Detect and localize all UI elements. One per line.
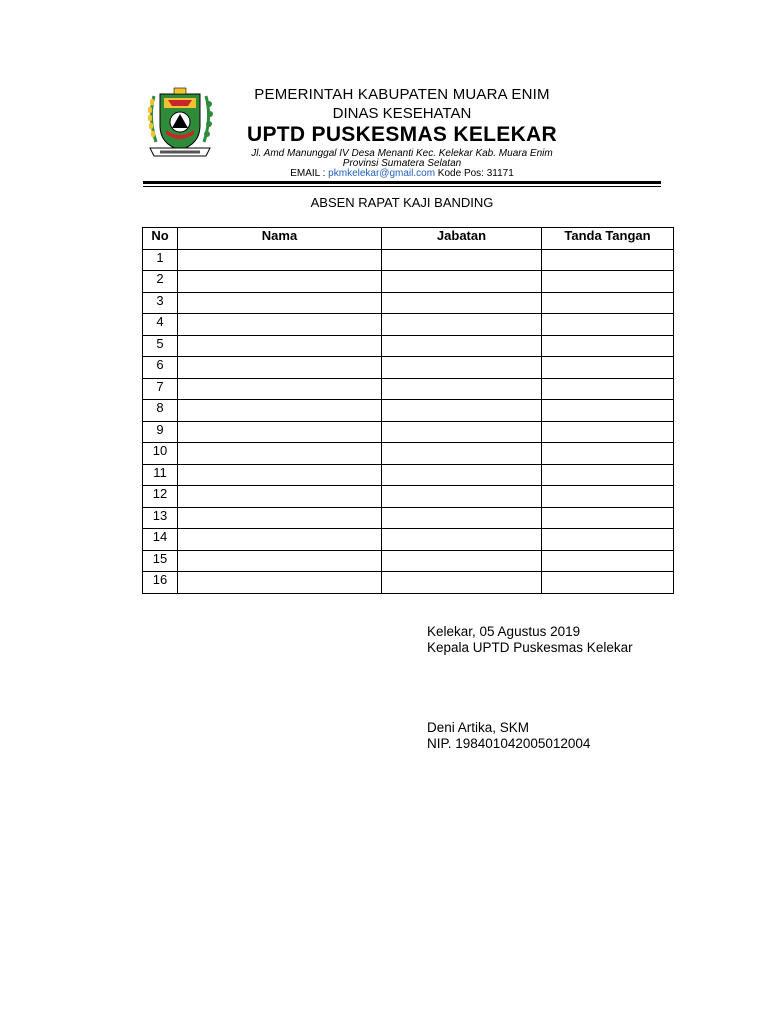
- jabatan-cell[interactable]: [382, 486, 542, 508]
- nama-cell[interactable]: [178, 507, 382, 529]
- nama-cell[interactable]: [178, 378, 382, 400]
- table-row: [143, 464, 674, 486]
- jabatan-cell[interactable]: [382, 550, 542, 572]
- jabatan-cell[interactable]: [382, 271, 542, 293]
- table-row: [143, 378, 674, 400]
- signature-cell[interactable]: [542, 378, 674, 400]
- signature-nip: NIP. 198401042005012004: [427, 736, 591, 751]
- row-number: 12: [143, 486, 178, 508]
- table-row: [143, 486, 674, 508]
- signature-cell[interactable]: [542, 421, 674, 443]
- row-number: 11: [143, 464, 178, 486]
- document-title: ABSEN RAPAT KAJI BANDING: [310, 195, 494, 210]
- nama-cell[interactable]: [178, 271, 382, 293]
- signature-name: Deni Artika, SKM: [427, 720, 530, 735]
- nama-cell[interactable]: [178, 529, 382, 551]
- table-row: [143, 443, 674, 465]
- jabatan-cell[interactable]: [382, 421, 542, 443]
- signature-cell[interactable]: [542, 335, 674, 357]
- row-number: 2: [143, 271, 178, 293]
- email-link[interactable]: pkmkelekar@gmail.com: [328, 168, 436, 179]
- row-number: 8: [143, 400, 178, 422]
- signature-cell[interactable]: [542, 314, 674, 336]
- nama-cell[interactable]: [178, 421, 382, 443]
- postal-code: Kode Pos: 31171: [435, 168, 514, 179]
- signature-cell[interactable]: [542, 550, 674, 572]
- table-row: [143, 400, 674, 422]
- signature-cell[interactable]: [542, 529, 674, 551]
- signature-cell[interactable]: [542, 464, 674, 486]
- nama-cell[interactable]: [178, 400, 382, 422]
- row-number: 9: [143, 421, 178, 443]
- institution-title: UPTD PUSKESMAS KELEKAR: [247, 123, 557, 146]
- nama-cell[interactable]: [178, 443, 382, 465]
- signature-position: Kepala UPTD Puskesmas Kelekar: [427, 640, 633, 655]
- row-number: 3: [143, 292, 178, 314]
- nama-cell[interactable]: [178, 357, 382, 379]
- table-row: [143, 292, 674, 314]
- signature-cell[interactable]: [542, 271, 674, 293]
- nama-cell[interactable]: [178, 292, 382, 314]
- jabatan-cell[interactable]: [382, 292, 542, 314]
- jabatan-cell[interactable]: [382, 335, 542, 357]
- table-body: [143, 249, 674, 593]
- province-line: Provinsi Sumatera Selatan: [342, 158, 462, 169]
- signature-place-date: Kelekar, 05 Agustus 2019: [427, 624, 581, 639]
- column-header-tanda-tangan: Tanda Tangan: [542, 228, 674, 250]
- row-number: 14: [143, 529, 178, 551]
- signature-cell[interactable]: [542, 572, 674, 594]
- nama-cell[interactable]: [178, 550, 382, 572]
- signature-cell[interactable]: [542, 249, 674, 271]
- header-divider-thin: [143, 186, 661, 187]
- row-number: 5: [143, 335, 178, 357]
- attendance-table: [142, 227, 674, 594]
- table-row: [143, 507, 674, 529]
- regency-emblem-icon: [146, 86, 214, 162]
- row-number: 10: [143, 443, 178, 465]
- jabatan-cell[interactable]: [382, 572, 542, 594]
- contact-line: [214, 168, 590, 179]
- jabatan-cell[interactable]: [382, 464, 542, 486]
- jabatan-cell[interactable]: [382, 400, 542, 422]
- signature-cell[interactable]: [542, 486, 674, 508]
- row-number: 13: [143, 507, 178, 529]
- jabatan-cell[interactable]: [382, 314, 542, 336]
- table-row: [143, 421, 674, 443]
- table-row: [143, 271, 674, 293]
- table-row: [143, 550, 674, 572]
- signature-cell[interactable]: [542, 292, 674, 314]
- address-line: Jl. Amd Manunggal IV Desa Menanti Kec. Kelekar Kab. Muara Enim: [251, 148, 553, 159]
- nama-cell[interactable]: [178, 464, 382, 486]
- agency-line: DINAS KESEHATAN: [332, 105, 472, 122]
- jabatan-cell[interactable]: [382, 249, 542, 271]
- row-number: 4: [143, 314, 178, 336]
- row-number: 16: [143, 572, 178, 594]
- signature-cell[interactable]: [542, 507, 674, 529]
- row-number: 1: [143, 249, 178, 271]
- table-row: [143, 357, 674, 379]
- row-number: 6: [143, 357, 178, 379]
- jabatan-cell[interactable]: [382, 357, 542, 379]
- table-row: [143, 335, 674, 357]
- signature-cell[interactable]: [542, 443, 674, 465]
- column-header-nama: Nama: [178, 228, 382, 250]
- column-header-jabatan: Jabatan: [382, 228, 542, 250]
- nama-cell[interactable]: [178, 335, 382, 357]
- table-row: [143, 572, 674, 594]
- row-number: 7: [143, 378, 178, 400]
- government-line: PEMERINTAH KABUPATEN MUARA ENIM: [254, 86, 550, 103]
- nama-cell[interactable]: [178, 314, 382, 336]
- nama-cell[interactable]: [178, 486, 382, 508]
- jabatan-cell[interactable]: [382, 378, 542, 400]
- jabatan-cell[interactable]: [382, 443, 542, 465]
- signature-cell[interactable]: [542, 357, 674, 379]
- email-label: EMAIL :: [290, 168, 329, 179]
- header-divider-thick: [143, 181, 661, 184]
- table-header-row: [143, 228, 674, 250]
- table-row: [143, 249, 674, 271]
- jabatan-cell[interactable]: [382, 529, 542, 551]
- column-header-no: No: [143, 228, 178, 250]
- signature-cell[interactable]: [542, 400, 674, 422]
- table-row: [143, 529, 674, 551]
- table-row: [143, 314, 674, 336]
- jabatan-cell[interactable]: [382, 507, 542, 529]
- nama-cell[interactable]: [178, 249, 382, 271]
- row-number: 15: [143, 550, 178, 572]
- nama-cell[interactable]: [178, 572, 382, 594]
